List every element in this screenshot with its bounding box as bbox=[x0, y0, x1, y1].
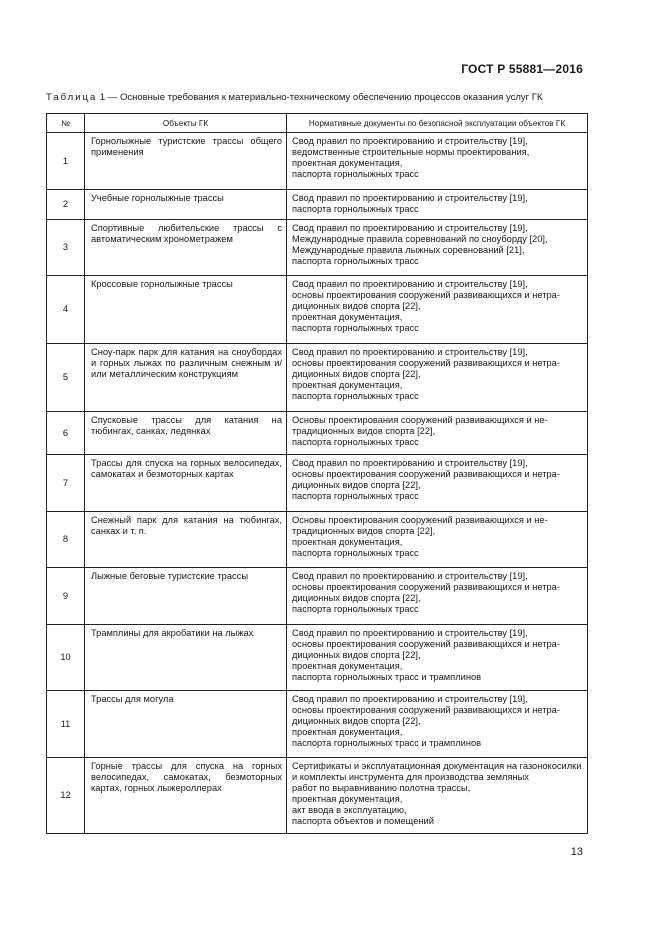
document-line: диционных видов спорта [22], bbox=[292, 593, 421, 603]
normative-documents bbox=[287, 568, 588, 625]
normative-documents bbox=[287, 344, 588, 412]
document-line: паспорта объектов и помещений bbox=[292, 816, 434, 826]
document-line: ведомственные строительные нормы проектирования, bbox=[292, 147, 530, 157]
document-line: основы проектирования сооружений развивающихся и нетра- bbox=[292, 639, 560, 649]
document-line: диционных видов спорта [22], bbox=[292, 480, 421, 490]
document-line: паспорта горнолыжных трасс bbox=[292, 323, 419, 333]
object-name: Лыжные беговые туристские трассы bbox=[85, 568, 287, 625]
table-row bbox=[47, 625, 588, 691]
object-name: Спусковые трассы для катания на тюбингах, санках, ледянках bbox=[85, 412, 287, 455]
standard-number: ГОСТ Р 55881—2016 bbox=[461, 62, 583, 76]
document-line: основы проектирования сооружений развивающихся и нетра- bbox=[292, 290, 560, 300]
normative-documents bbox=[287, 276, 588, 344]
document-line: Свод правил по проектированию и строительству [19], bbox=[292, 136, 528, 146]
document-line: паспорта горнолыжных трасс bbox=[292, 256, 419, 266]
object-name: Снежный парк для катания на тюбингах, санках и т. п. bbox=[85, 512, 287, 568]
table-caption-text: 1 — Основные требования к материально-техническому обеспечению процессов оказания услуг ГК bbox=[97, 92, 543, 103]
row-number: 3 bbox=[47, 220, 85, 276]
document-line: паспорта горнолыжных трасс bbox=[292, 548, 419, 558]
row-number: 9 bbox=[47, 568, 85, 625]
row-number: 11 bbox=[47, 691, 85, 758]
normative-documents bbox=[287, 133, 588, 190]
table-row bbox=[47, 276, 588, 344]
normative-documents bbox=[287, 455, 588, 512]
table-row bbox=[47, 344, 588, 412]
requirements-table bbox=[46, 113, 588, 834]
document-line: проектная документация, bbox=[292, 158, 403, 168]
document-line: Свод правил по проектированию и строительству [19], bbox=[292, 279, 528, 289]
document-line: Свод правил по проектированию и строительству [19], bbox=[292, 571, 528, 581]
document-line: Свод правил по проектированию и строительству [19], bbox=[292, 193, 528, 203]
document-line: паспорта горнолыжных трасс bbox=[292, 391, 419, 401]
table-row bbox=[47, 758, 588, 834]
row-number: 6 bbox=[47, 412, 85, 455]
document-line: диционных видов спорта [22], bbox=[292, 301, 421, 311]
document-line: паспорта горнолыжных трасс bbox=[292, 437, 419, 447]
document-line: основы проектирования сооружений развивающихся и нетра- bbox=[292, 469, 560, 479]
document-line: паспорта горнолыжных трасс bbox=[292, 169, 419, 179]
document-line: основы проектирования сооружений развивающихся и нетра- bbox=[292, 705, 560, 715]
row-number: 7 bbox=[47, 455, 85, 512]
normative-documents bbox=[287, 758, 588, 834]
table-row bbox=[47, 512, 588, 568]
normative-documents bbox=[287, 190, 588, 220]
document-line: Основы проектирования сооружений развивающихся и не- bbox=[292, 515, 548, 525]
document-line: диционных видов спорта [22], bbox=[292, 716, 421, 726]
row-number: 4 bbox=[47, 276, 85, 344]
row-number: 1 bbox=[47, 133, 85, 190]
document-line: паспорта горнолыжных трасс bbox=[292, 491, 419, 501]
document-line: паспорта горнолыжных трасс и трамплинов bbox=[292, 672, 482, 682]
row-number: 5 bbox=[47, 344, 85, 412]
table-row bbox=[47, 412, 588, 455]
document-line: основы проектирования сооружений развивающихся и нетра- bbox=[292, 582, 560, 592]
normative-documents bbox=[287, 691, 588, 758]
table-caption-label: Таблица bbox=[46, 92, 98, 103]
document-line: основы проектирования сооружений развивающихся и нетра- bbox=[292, 358, 560, 368]
object-name: Учебные горнолыжные трассы bbox=[85, 190, 287, 220]
document-line: паспорта горнолыжных трасс и трамплинов bbox=[292, 738, 482, 748]
header-objects: Объекты ГК bbox=[85, 114, 287, 133]
document-line: традиционных видов спорта [22], bbox=[292, 426, 436, 436]
table-row bbox=[47, 568, 588, 625]
header-docs: Нормативные документы по безопасной эксплуатации объектов ГК bbox=[287, 114, 588, 133]
document-line: Сертификаты и эксплуатационная документация на газонокосилки и комплекты инструмента для производства земляных bbox=[292, 761, 582, 782]
document-line: проектная документация, bbox=[292, 661, 403, 671]
object-name: Горные трассы для спуска на горных велосипедах, самокатах, безмоторных картах, горных лыжероллерах bbox=[85, 758, 287, 834]
normative-documents bbox=[287, 220, 588, 276]
document-line: паспорта горнолыжных трасс bbox=[292, 604, 419, 614]
table-row bbox=[47, 455, 588, 512]
page-number: 13 bbox=[570, 846, 583, 858]
document-line: Международные правила соревнований по сноуборду [20], bbox=[292, 234, 548, 244]
normative-documents bbox=[287, 412, 588, 455]
object-name: Сноу-парк парк для катания на сноубордах и горных лыжах по различным снежным и/или металлическим конструкциям bbox=[85, 344, 287, 412]
row-number: 8 bbox=[47, 512, 85, 568]
document-line: диционных видов спорта [22], bbox=[292, 369, 421, 379]
row-number: 12 bbox=[47, 758, 85, 834]
table-row bbox=[47, 133, 588, 190]
document-line: Свод правил по проектированию и строительству [19], bbox=[292, 694, 528, 704]
document-line: проектная документация, bbox=[292, 794, 403, 804]
document-line: проектная документация, bbox=[292, 380, 403, 390]
object-name: Горнолыжные туристские трассы общего применения bbox=[85, 133, 287, 190]
document-line: Основы проектирования сооружений развивающихся и не- bbox=[292, 415, 548, 425]
document-line: Свод правил по проектированию и строительству [19], bbox=[292, 458, 528, 468]
normative-documents bbox=[287, 625, 588, 691]
document-line: Международные правила лыжных соревнований [21], bbox=[292, 245, 525, 255]
document-line: акт ввода в эксплуатацию, bbox=[292, 805, 407, 815]
document-line: проектная документация, bbox=[292, 727, 403, 737]
document-line: Свод правил по проектированию и строительству [19], bbox=[292, 223, 528, 233]
object-name: Трамплины для акробатики на лыжах bbox=[85, 625, 287, 691]
row-number: 10 bbox=[47, 625, 85, 691]
header-num: № bbox=[47, 114, 85, 133]
document-line: Свод правил по проектированию и строительству [19], bbox=[292, 628, 528, 638]
object-name: Трассы для могула bbox=[85, 691, 287, 758]
document-line: традиционных видов спорта [22], bbox=[292, 526, 436, 536]
document-line: проектная документация, bbox=[292, 537, 403, 547]
document-line: работ по выравниванию полотна трассы, bbox=[292, 783, 471, 793]
row-number: 2 bbox=[47, 190, 85, 220]
table-row bbox=[47, 190, 588, 220]
object-name: Трассы для спуска на горных велосипедах, самокатах и безмоторных картах bbox=[85, 455, 287, 512]
document-line: паспорта горнолыжных трасс bbox=[292, 204, 419, 214]
table-row bbox=[47, 691, 588, 758]
document-line: диционных видов спорта [22], bbox=[292, 650, 421, 660]
normative-documents bbox=[287, 512, 588, 568]
object-name: Спортивные любительские трассы с автоматическим хронометражем bbox=[85, 220, 287, 276]
table-header-row bbox=[47, 114, 588, 133]
object-name: Кроссовые горнолыжные трассы bbox=[85, 276, 287, 344]
document-line: Свод правил по проектированию и строительству [19], bbox=[292, 347, 528, 357]
document-line: проектная документация, bbox=[292, 312, 403, 322]
table-caption bbox=[46, 92, 616, 103]
table-row bbox=[47, 220, 588, 276]
